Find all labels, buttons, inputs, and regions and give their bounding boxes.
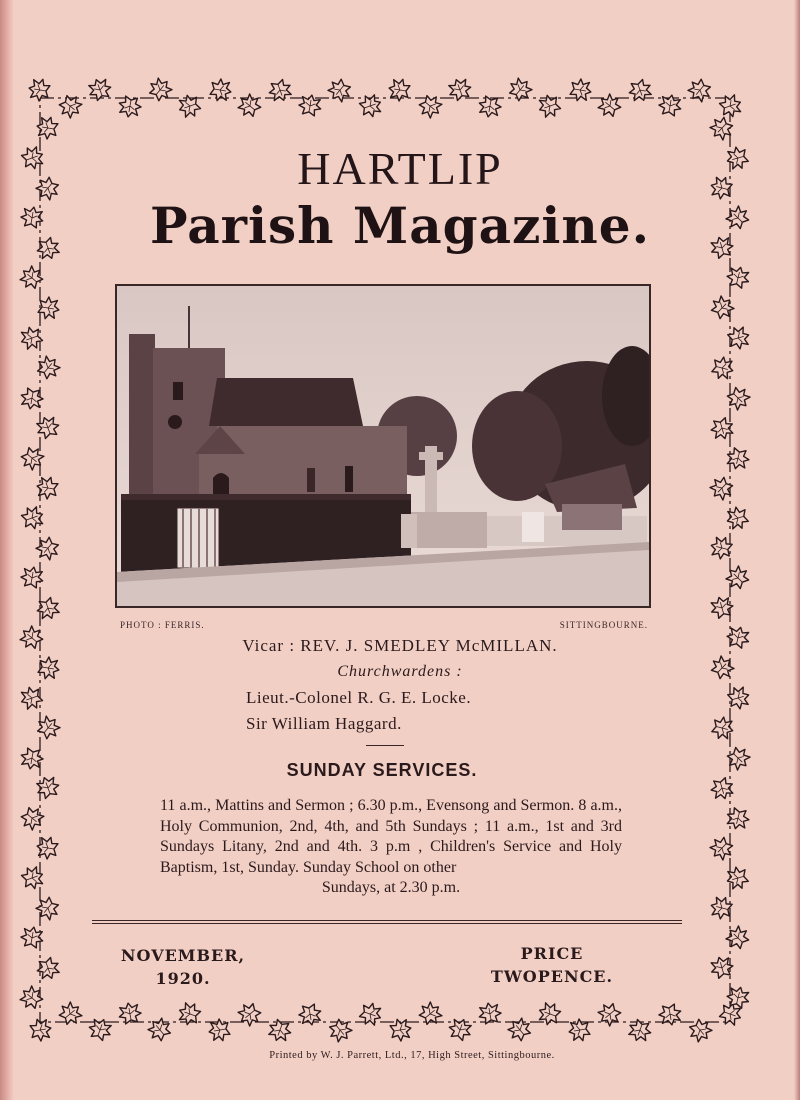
ivy-leaf-icon: [725, 447, 751, 472]
ivy-leaf-icon: [176, 1000, 202, 1028]
ivy-leaf-icon: [595, 1000, 624, 1030]
services-schedule: [160, 796, 622, 899]
ivy-leaf-icon: [506, 75, 536, 104]
ivy-leaf-icon: [29, 1017, 53, 1042]
ivy-leaf-icon: [20, 864, 46, 892]
double-rule: [92, 920, 682, 924]
ivy-leaf-icon: [706, 834, 736, 864]
ivy-leaf-icon: [477, 1001, 502, 1025]
ivy-leaf-icon: [18, 444, 47, 474]
ivy-leaf-icon: [708, 292, 738, 322]
issue-date: [108, 944, 258, 990]
ivy-leaf-icon: [35, 956, 63, 982]
ivy-leaf-icon: [686, 1016, 716, 1045]
services-text: 11 a.m., Mattins and Sermon ; 6.30 p.m., Evensong and Sermon. 8 a.m., Holy Communion, 2nd, 4th, and 5th Sundays ; 11 a.m., 1st and 3rd Sundays Litany, 2nd and 4th. 3 p.m , Children's Service and Holy Baptism, 1st, Sunday. Sunday School on other: [160, 797, 622, 876]
ivy-leaf-icon: [18, 804, 47, 834]
ivy-leaf-icon: [627, 78, 655, 104]
ivy-leaf-icon: [298, 1003, 323, 1027]
ivy-leaf-icon: [505, 1015, 535, 1044]
ivy-leaf-icon: [706, 114, 736, 144]
ivy-leaf-icon: [117, 95, 142, 119]
churchwardens-heading: Churchwardens :: [337, 663, 463, 680]
issue-price: [482, 942, 622, 988]
ivy-leaf-icon: [325, 76, 355, 105]
ivy-leaf-icon: [34, 713, 64, 742]
ivy-leaf-icon: [416, 92, 445, 122]
ivy-leaf-icon: [35, 115, 59, 140]
ivy-leaf-icon: [176, 93, 202, 121]
ivy-leaf-icon: [235, 1000, 264, 1030]
photo-credit: PHOTO : FERRIS.: [120, 620, 205, 630]
ivy-leaf-icon: [536, 1000, 562, 1028]
ivy-leaf-icon: [722, 922, 752, 952]
ivy-leaf-icon: [718, 92, 744, 120]
ivy-leaf-icon: [20, 925, 45, 949]
printer-imprint: Printed by W. J. Parrett, Ltd., 17, High Street, Sittingbourne.: [269, 1050, 555, 1061]
ivy-leaf-icon: [658, 93, 683, 117]
ivy-leaf-icon: [117, 1001, 142, 1025]
services-last-line: Sundays, at 2.30 p.m.: [321, 879, 461, 896]
ivy-leaf-icon: [358, 1001, 384, 1029]
ivy-leaf-icon: [724, 865, 749, 892]
ivy-leaf-icon: [685, 76, 715, 105]
ivy-leaf-icon: [595, 91, 624, 121]
ivy-leaf-icon: [658, 1003, 683, 1027]
ivy-leaf-icon: [711, 715, 736, 741]
ivy-leaf-icon: [34, 353, 64, 382]
ivy-leaf-icon: [569, 78, 593, 103]
ivy-leaf-icon: [358, 92, 384, 120]
ivy-leaf-icon: [725, 265, 751, 290]
photo-location: SITTINGBOURNE.: [559, 620, 648, 630]
ivy-leaf-icon: [87, 1016, 115, 1042]
issue-year: 1920.: [155, 969, 211, 988]
ivy-leaf-icon: [326, 1016, 356, 1045]
ivy-leaf-icon: [235, 91, 264, 121]
ivy-leaf-icon: [724, 505, 749, 532]
ivy-leaf-icon: [17, 983, 46, 1013]
ivy-leaf-icon: [722, 562, 752, 592]
price-label: PRICE: [520, 944, 584, 963]
ivy-leaf-icon: [447, 1016, 475, 1042]
ivy-leaf-icon: [33, 534, 63, 563]
ivy-leaf-icon: [477, 95, 502, 119]
ivy-leaf-icon: [35, 475, 59, 500]
churchwarden-2: Sir William Haggard.: [246, 714, 402, 733]
ivy-leaf-icon: [389, 1017, 413, 1042]
ivy-leaf-icon: [267, 78, 295, 104]
ivy-leaf-icon: [35, 596, 63, 622]
ivy-leaf-icon: [146, 75, 176, 104]
ivy-leaf-icon: [56, 92, 85, 122]
ivy-leaf-icon: [33, 894, 63, 923]
issue-month: NOVEMBER,: [120, 946, 246, 965]
magazine-title: HARTLIP: [297, 143, 503, 194]
ivy-leaf-icon: [725, 985, 751, 1010]
ivy-leaf-icon: [416, 999, 445, 1029]
ivy-leaf-icon: [34, 414, 62, 440]
ivy-leaf-icon: [298, 93, 323, 117]
ivy-leaf-icon: [724, 384, 754, 414]
ivy-leaf-icon: [37, 296, 61, 321]
ivy-leaf-icon: [20, 504, 46, 532]
ivy-leaf-icon: [56, 999, 85, 1029]
ivy-leaf-icon: [706, 474, 736, 504]
magazine-subtitle: Parish Magazine.: [150, 196, 650, 255]
vicar-line: Vicar : REV. J. SMEDLEY McMILLAN.: [242, 636, 558, 655]
services-heading: SUNDAY SERVICES.: [286, 760, 478, 780]
ivy-leaf-icon: [709, 416, 736, 441]
ivy-leaf-icon: [20, 565, 45, 589]
ivy-leaf-icon: [145, 1015, 175, 1044]
churchwarden-1: Lieut.-Colonel R. G. E. Locke.: [246, 688, 472, 707]
ivy-leaf-icon: [17, 263, 46, 293]
ivy-leaf-icon: [725, 807, 751, 832]
ivy-leaf-icon: [708, 954, 735, 979]
ivy-leaf-icon: [711, 355, 736, 381]
ivy-leaf-icon: [536, 93, 562, 121]
ivy-leaf-icon: [35, 835, 59, 860]
divider: [366, 745, 404, 746]
church-illustration: [117, 286, 649, 606]
church-photograph: [115, 284, 651, 608]
ivy-leaf-icon: [708, 594, 735, 619]
price-value: TWOPENCE.: [490, 967, 614, 986]
ivy-leaf-icon: [209, 78, 233, 103]
